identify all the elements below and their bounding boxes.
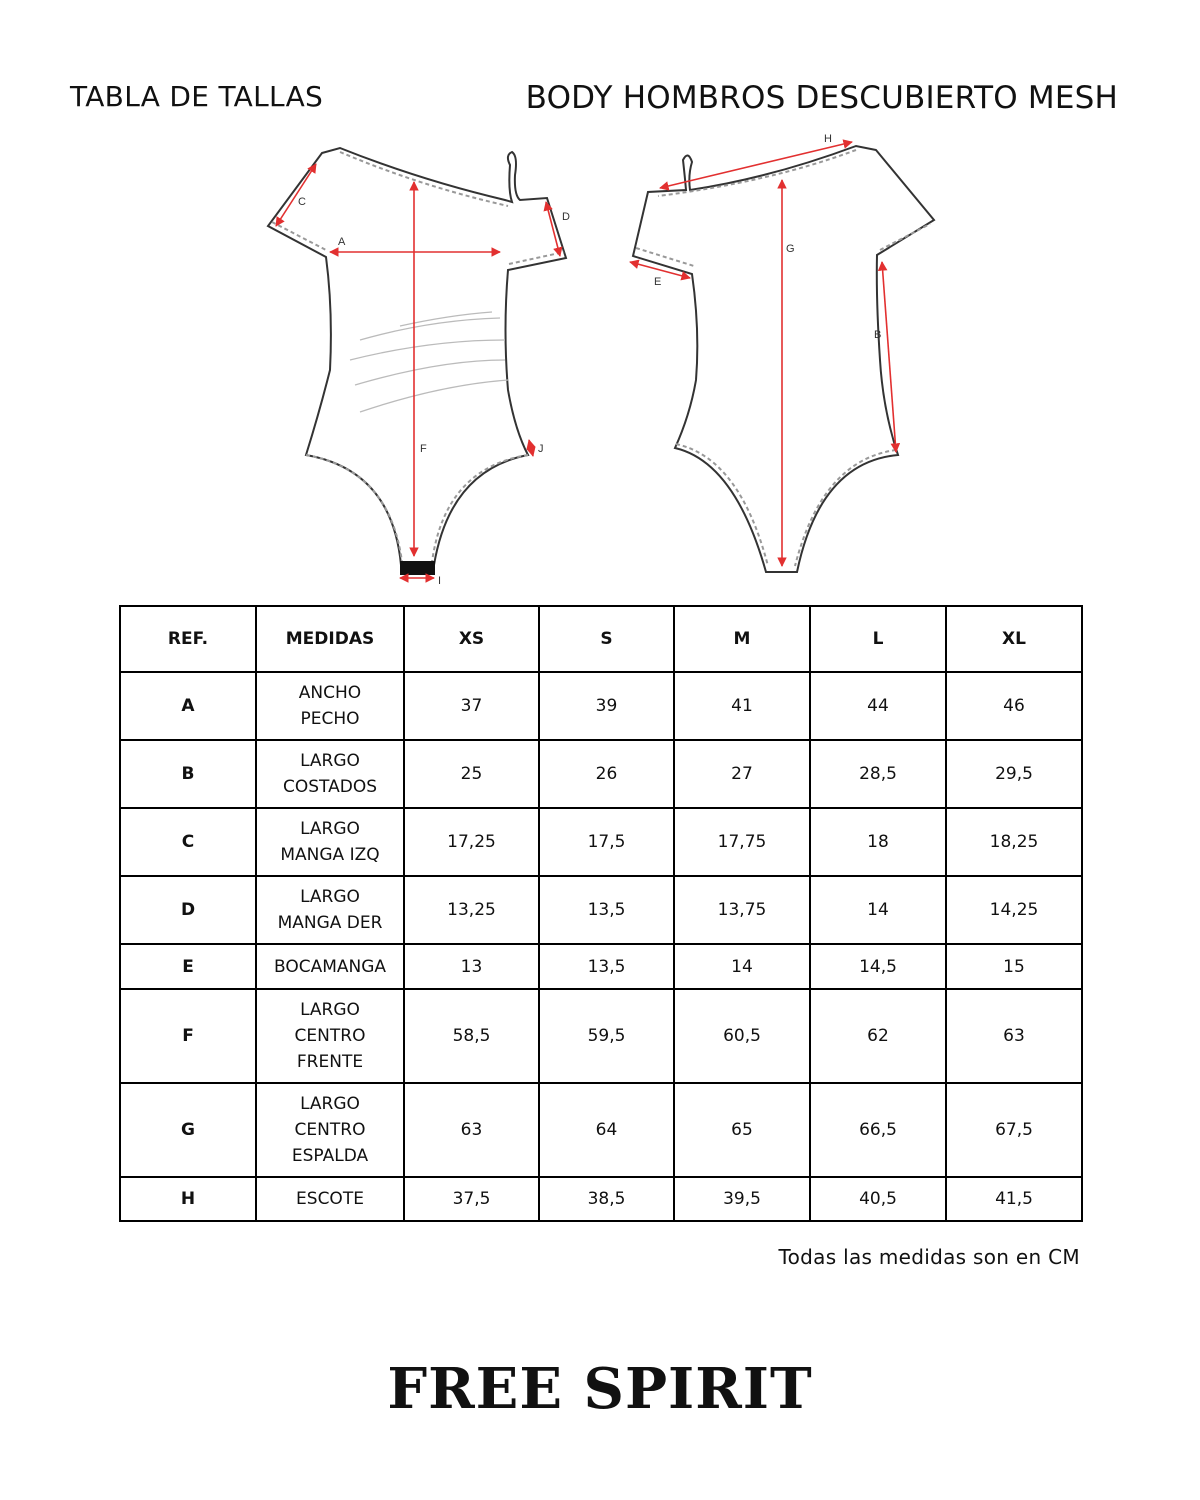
cell-value: 63 — [946, 989, 1082, 1083]
cell-value: 13,25 — [404, 876, 539, 944]
cell-value: 37,5 — [404, 1177, 539, 1221]
cell-value: 40,5 — [810, 1177, 946, 1221]
table-header-row — [120, 606, 1082, 672]
cell-value: 59,5 — [539, 989, 674, 1083]
cell-value: 13,75 — [674, 876, 810, 944]
cell-value: 17,5 — [539, 808, 674, 876]
cell-value: 14,25 — [946, 876, 1082, 944]
row-medida: LARGO MANGA IZQ — [256, 808, 404, 876]
label-h: H — [824, 133, 832, 145]
row-medida: ESCOTE — [256, 1177, 404, 1221]
row-ref: A — [120, 672, 256, 740]
row-medida: LARGO CENTRO ESPALDA — [256, 1083, 404, 1177]
cell-value: 18,25 — [946, 808, 1082, 876]
cell-value: 25 — [404, 740, 539, 808]
table-row — [120, 808, 1082, 876]
header-medidas: MEDIDAS — [256, 606, 404, 672]
header-m: M — [674, 606, 810, 672]
row-ref: E — [120, 944, 256, 989]
label-c: C — [298, 196, 306, 208]
cell-value: 63 — [404, 1083, 539, 1177]
front-outline — [268, 148, 566, 565]
cell-value: 38,5 — [539, 1177, 674, 1221]
label-a: A — [338, 236, 346, 248]
table-row — [120, 944, 1082, 989]
garment-diagram — [0, 0, 1200, 600]
label-j: J — [538, 443, 544, 455]
table-row — [120, 672, 1082, 740]
header-s: S — [539, 606, 674, 672]
row-ref: D — [120, 876, 256, 944]
page-title: TABLA DE TALLAS — [70, 80, 324, 113]
cell-value: 67,5 — [946, 1083, 1082, 1177]
row-ref: H — [120, 1177, 256, 1221]
cell-value: 26 — [539, 740, 674, 808]
cell-value: 64 — [539, 1083, 674, 1177]
front-view — [268, 148, 566, 574]
table-row — [120, 740, 1082, 808]
units-note: Todas las medidas son en CM — [778, 1245, 1080, 1269]
cell-value: 14 — [810, 876, 946, 944]
brand-logo: FREE SPIRIT — [387, 1356, 813, 1422]
size-table — [119, 605, 1083, 1222]
cell-value: 13,5 — [539, 944, 674, 989]
label-g: G — [786, 243, 795, 255]
row-ref: F — [120, 989, 256, 1083]
cell-value: 13,5 — [539, 876, 674, 944]
table-row — [120, 989, 1082, 1083]
cell-value: 13 — [404, 944, 539, 989]
cell-value: 41 — [674, 672, 810, 740]
cell-value: 39,5 — [674, 1177, 810, 1221]
cell-value: 17,25 — [404, 808, 539, 876]
front-arrows — [276, 164, 560, 578]
row-ref: G — [120, 1083, 256, 1177]
cell-value: 39 — [539, 672, 674, 740]
cell-value: 60,5 — [674, 989, 810, 1083]
cell-value: 41,5 — [946, 1177, 1082, 1221]
row-ref: C — [120, 808, 256, 876]
row-ref: B — [120, 740, 256, 808]
table-row — [120, 1177, 1082, 1221]
cell-value: 18 — [810, 808, 946, 876]
row-medida: ANCHO PECHO — [256, 672, 404, 740]
header-xl: XL — [946, 606, 1082, 672]
cell-value: 62 — [810, 989, 946, 1083]
cell-value: 14,5 — [810, 944, 946, 989]
row-medida: LARGO MANGA DER — [256, 876, 404, 944]
cell-value: 27 — [674, 740, 810, 808]
cell-value: 46 — [946, 672, 1082, 740]
product-title: BODY HOMBROS DESCUBIERTO MESH — [525, 80, 1118, 116]
table-row — [120, 1083, 1082, 1177]
header-xs: XS — [404, 606, 539, 672]
header-l: L — [810, 606, 946, 672]
cell-value: 28,5 — [810, 740, 946, 808]
cell-value: 15 — [946, 944, 1082, 989]
cell-value: 65 — [674, 1083, 810, 1177]
cell-value: 37 — [404, 672, 539, 740]
cell-value: 29,5 — [946, 740, 1082, 808]
row-medida: BOCAMANGA — [256, 944, 404, 989]
row-medida: LARGO COSTADOS — [256, 740, 404, 808]
row-medida: LARGO CENTRO FRENTE — [256, 989, 404, 1083]
cell-value: 58,5 — [404, 989, 539, 1083]
table-row — [120, 876, 1082, 944]
label-e: E — [654, 276, 662, 288]
cell-value: 66,5 — [810, 1083, 946, 1177]
cell-value: 14 — [674, 944, 810, 989]
label-i: I — [438, 575, 442, 587]
header-ref: REF. — [120, 606, 256, 672]
label-d: D — [562, 211, 570, 223]
cell-value: 17,75 — [674, 808, 810, 876]
cell-value: 44 — [810, 672, 946, 740]
label-f: F — [420, 443, 427, 455]
back-arrows — [630, 142, 896, 566]
label-b: B — [874, 329, 882, 341]
